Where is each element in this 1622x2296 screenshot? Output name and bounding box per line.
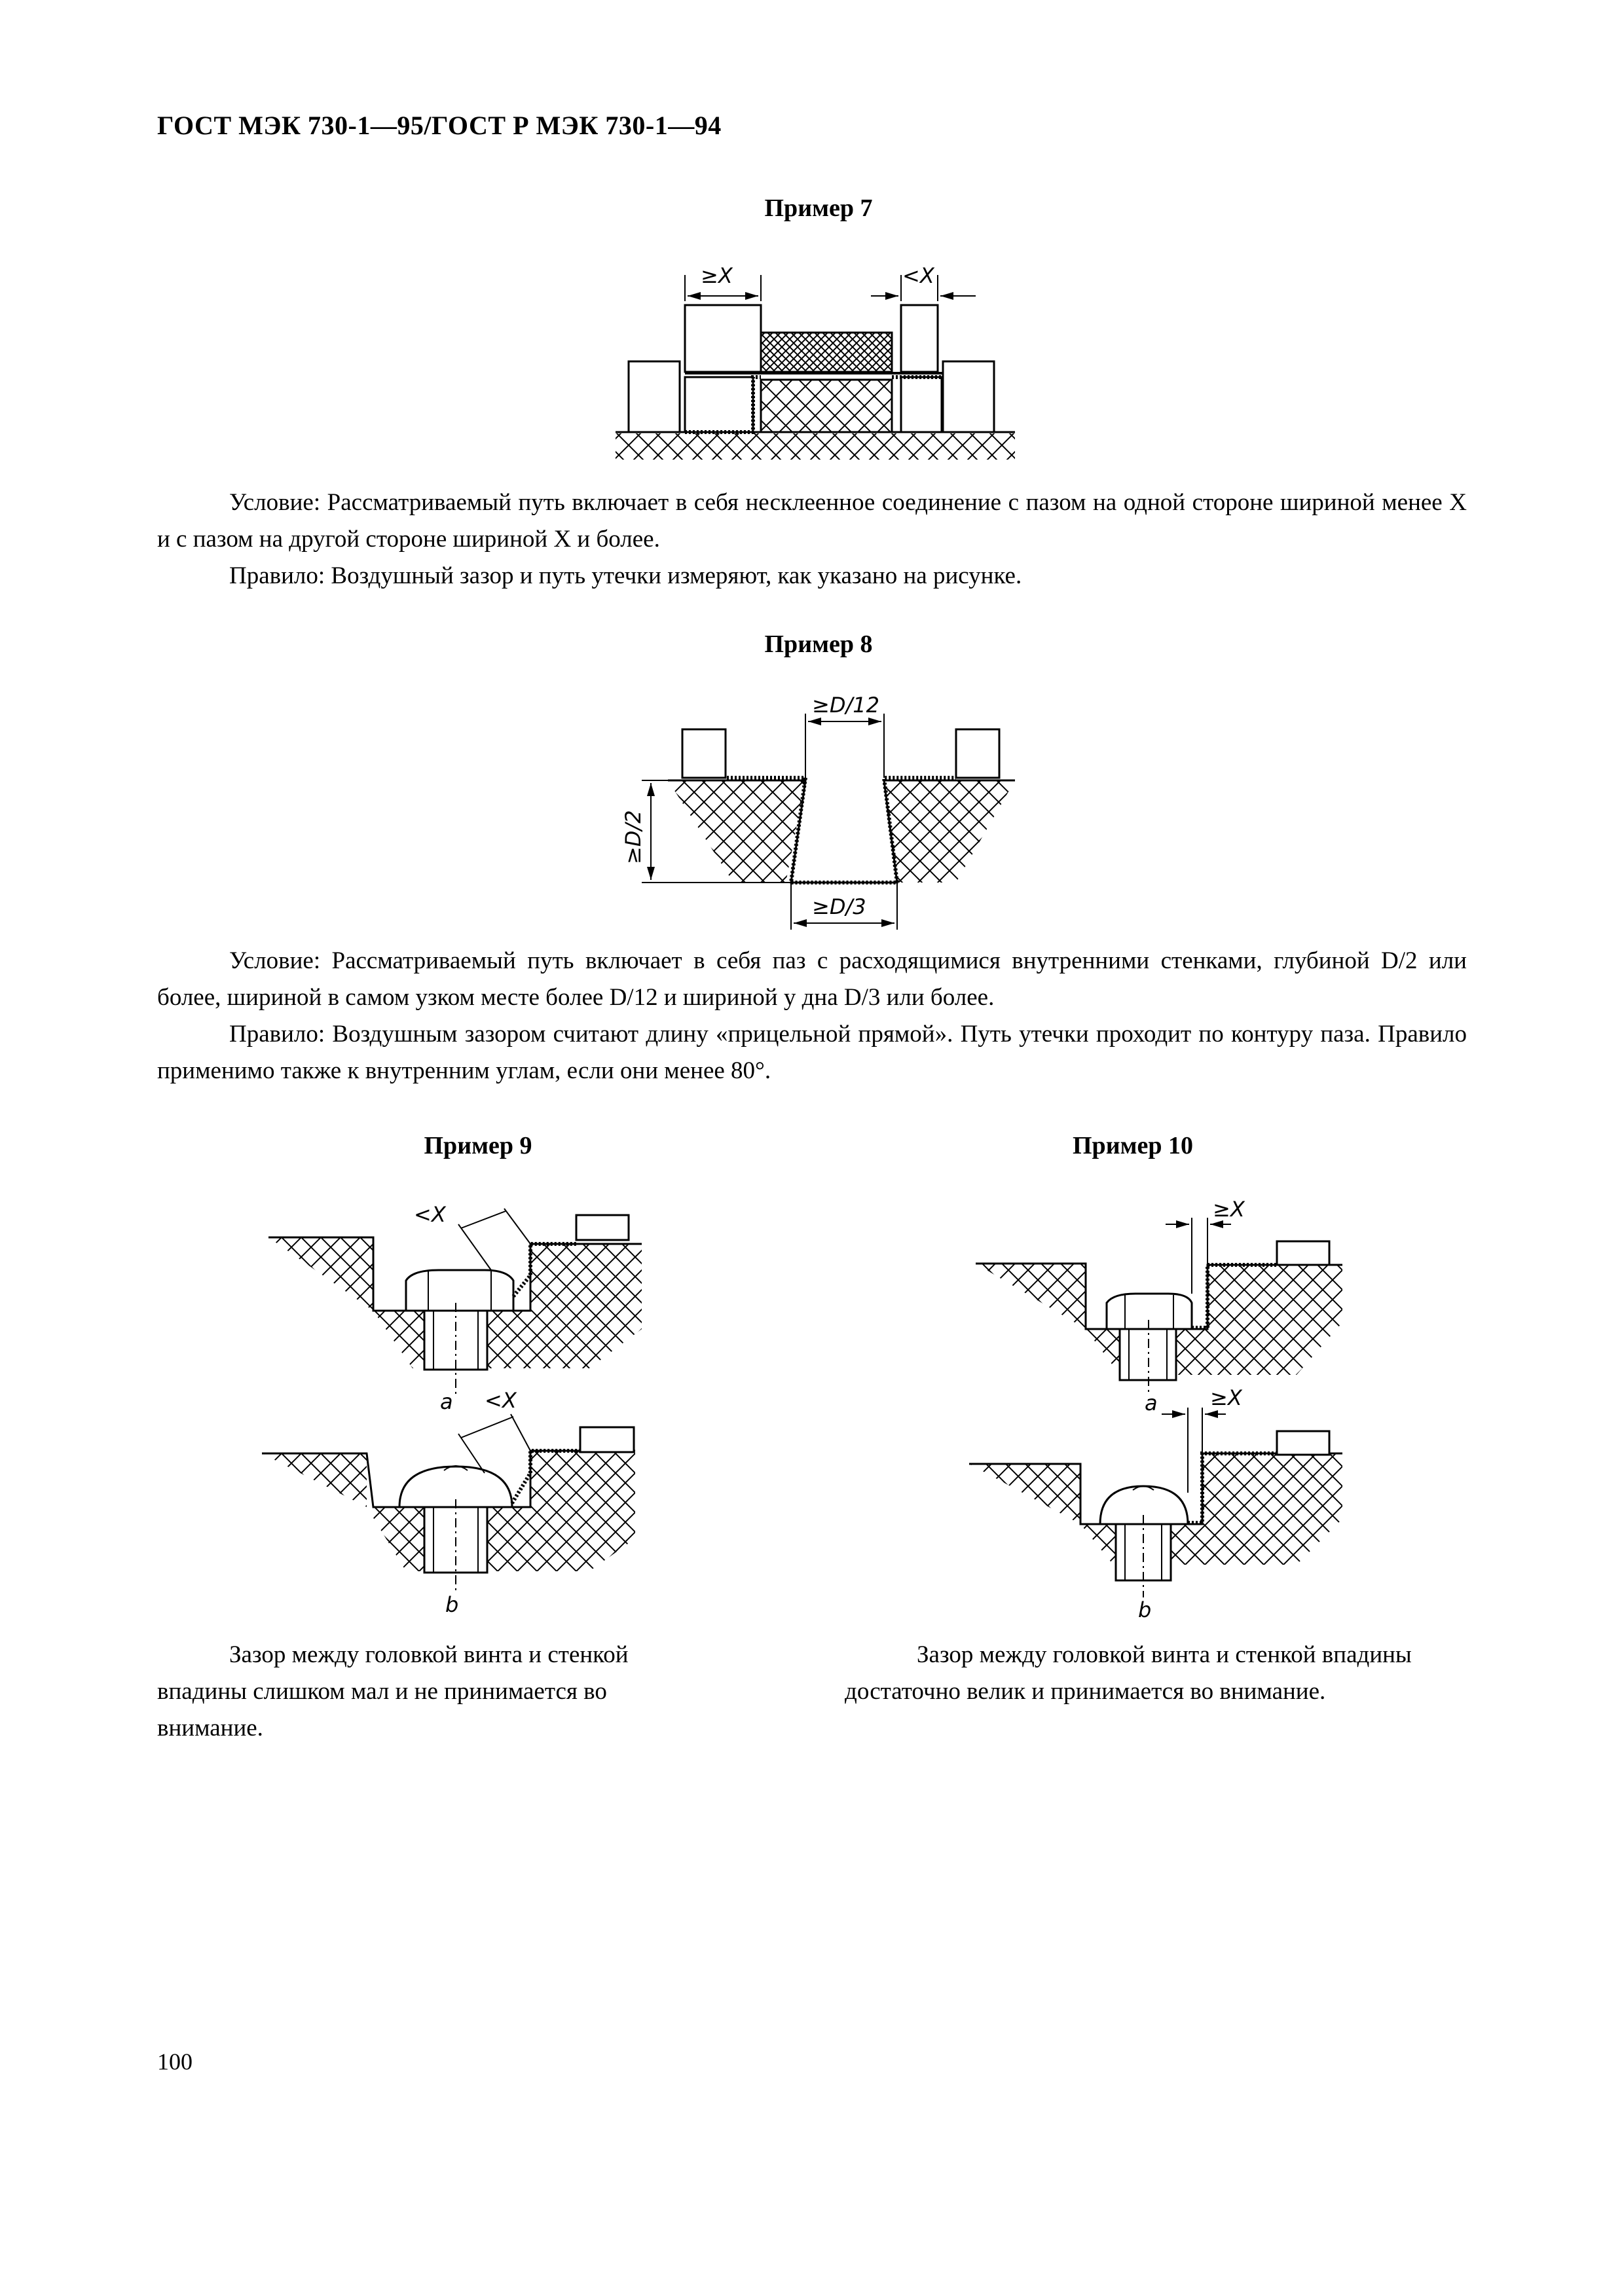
page-number: 100 [157, 2049, 193, 2075]
example-9-label-a: a [440, 1389, 453, 1414]
example-8-condition: Условие: Рассматриваемый путь включает в себя паз с расходящимися внутренними стенками, глубиной D/2 или более, шириной в самом узком месте более D/12 и шириной у дна D/3 или более. [157, 947, 1467, 1011]
example-7-text [157, 484, 1467, 594]
example-8-label-side: ≥D/2 [621, 810, 646, 864]
example-7-figure [589, 249, 1048, 465]
example-10-label-ge-x-a: ≥X [1213, 1197, 1245, 1222]
example-9-figure [262, 1198, 668, 1630]
example-10-caption: Зазор между головкой винта и стенкой впадины достаточно велик и принимается во внимание. [845, 1641, 1412, 1705]
example-9-title: Пример 9 [424, 1132, 532, 1159]
example-9-label-b: b [445, 1592, 459, 1617]
example-8-rule: Правило: Воздушным зазором считают длину «прицельной прямой». Путь утечки проходит по контуру паза. Правило применимо также к внутренним углам, если они менее 80°. [157, 1021, 1467, 1084]
example-8-label-top: ≥D/12 [812, 693, 879, 718]
example-8-label-bottom: ≥D/3 [812, 894, 866, 919]
example-10-label-ge-x-b: ≥X [1210, 1385, 1242, 1410]
example-8-figure [616, 694, 1035, 936]
example-7-rule: Правило: Воздушный зазор и путь утечки измеряют, как указано на рисунке. [229, 562, 1022, 589]
example-8-title: Пример 8 [764, 630, 873, 658]
example-9-caption: Зазор между головкой винта и стенкой впадины слишком мал и не принимается во внимание. [157, 1641, 629, 1741]
example-9-label-lt-x-a: <X [414, 1202, 446, 1227]
example-10-title: Пример 10 [1073, 1132, 1193, 1159]
example-7-label-ge-x: ≥X [701, 263, 733, 288]
example-7-condition: Условие: Рассматриваемый путь включает в себя несклеенное соединение с пазом на одной стороне шириной менее X и с пазом на другой стороне шириной X и более. [157, 489, 1467, 553]
example-9-label-lt-x-b: <X [485, 1388, 517, 1413]
example-7-label-lt-x: <X [902, 263, 934, 288]
example-8-text [157, 943, 1467, 1089]
example-10-figure [969, 1192, 1375, 1637]
example-10-label-a: a [1145, 1391, 1158, 1415]
document-header: ГОСТ МЭК 730-1—95/ГОСТ Р МЭК 730-1—94 [157, 111, 722, 140]
example-7-title: Пример 7 [764, 194, 873, 222]
example-10-label-b: b [1138, 1597, 1152, 1622]
